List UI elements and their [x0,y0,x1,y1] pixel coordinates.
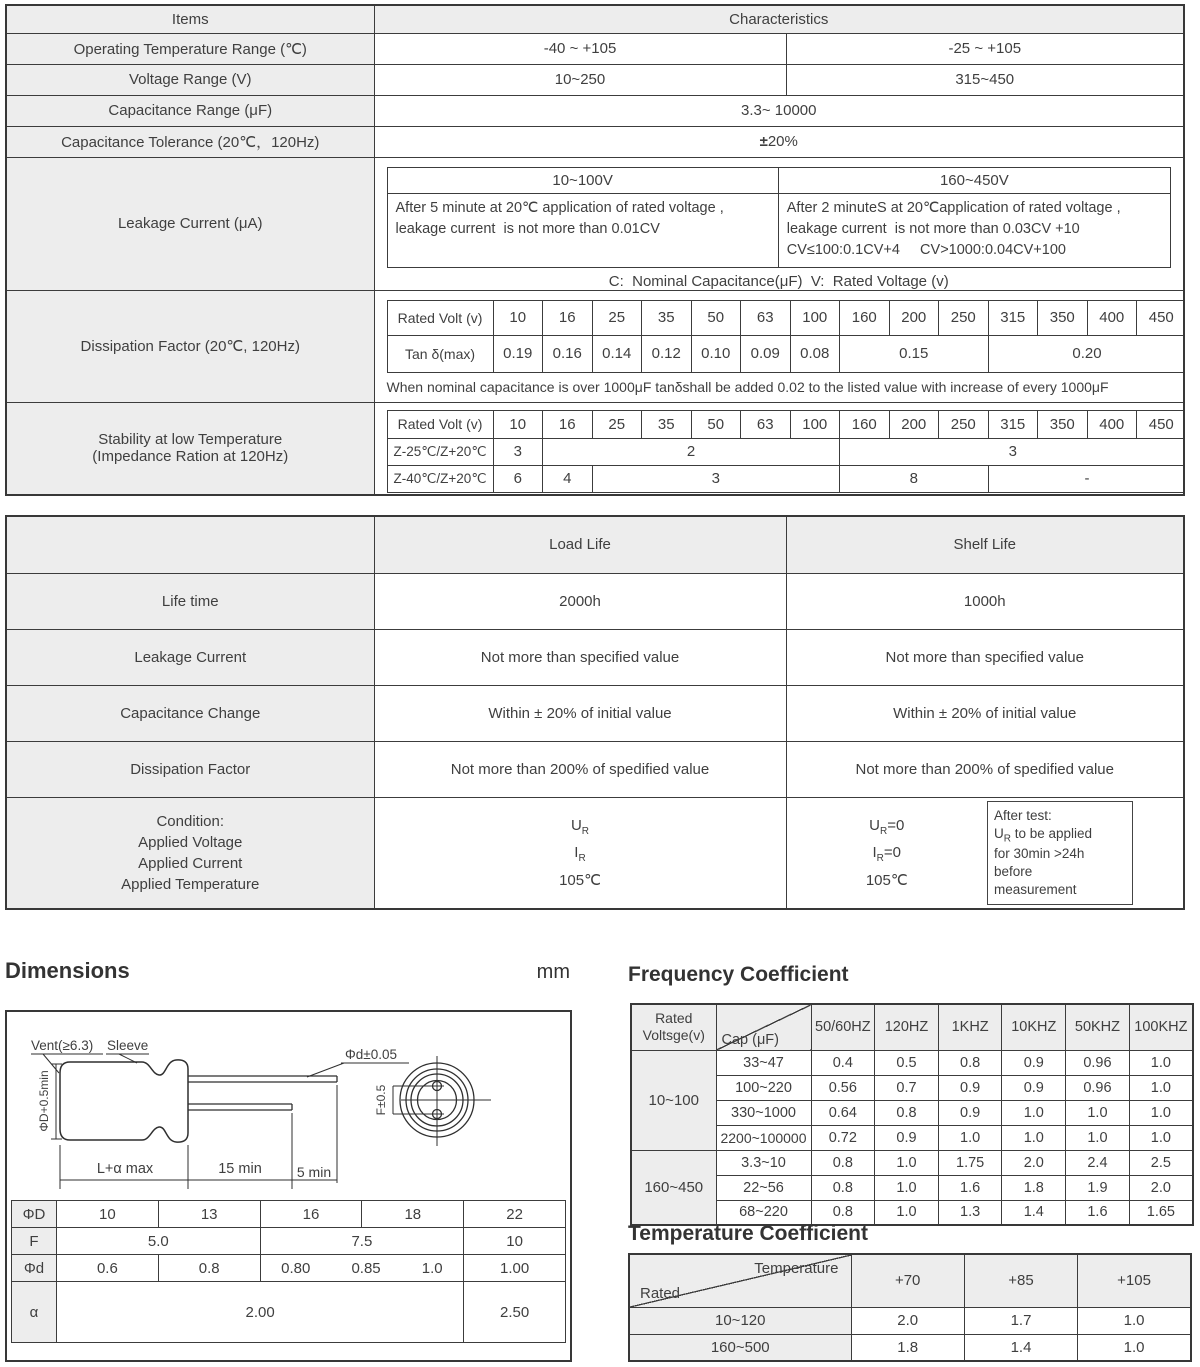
coef-cell: 1.0 [1129,1075,1193,1100]
freq-data-row [631,1100,1193,1125]
row-label: Capacitance Change [6,685,374,741]
freq-data-row [631,1050,1193,1075]
temp-coef-cell: 1.0 [1078,1307,1191,1334]
coef-cell: 1.4 [1002,1200,1066,1225]
temp-col-header: +70 [851,1254,964,1307]
temp-coef-cell: 2.0 [851,1307,964,1334]
characteristics-header: Characteristics [374,5,1184,33]
coef-cell: 0.7 [875,1075,939,1100]
voltage-range-row [6,64,1184,95]
temp-range-high: -25 ~ +105 [786,33,1184,64]
condition-shelf [786,797,1184,909]
dissipation-content [374,290,1184,402]
z-minus25-label: Z-25℃/Z+20℃ [387,438,493,465]
cap-header: Cap (μF) [716,1004,811,1050]
freq-data-row [631,1175,1193,1200]
tan-delta-row [387,335,1184,372]
leakage-current-row [6,157,1184,290]
coef-cell: 0.8 [811,1200,875,1225]
tan-cell: 0.16 [543,335,593,372]
temp-data-row [629,1334,1191,1361]
row-label: Leakage Current (μA) [6,157,374,290]
row-label: Capacitance Tolerance (20℃，120Hz) [6,126,374,157]
volt-cell: 315 [988,410,1038,438]
temp-coef-cell: 1.7 [964,1307,1077,1334]
volt-cell: 10 [493,300,543,335]
z25-cell: 3 [840,438,1185,465]
after-test-note: After test: $U_R$ to be applied for 30min >24h before measurement [987,801,1133,905]
temp-col-header: +85 [964,1254,1077,1307]
leakage-spec-box [387,167,1172,268]
coef-cell: 1.0 [1129,1050,1193,1075]
table-header-row [6,5,1184,33]
volt-cell: 160 [840,410,890,438]
volt-cell: 25 [592,410,642,438]
coef-cell: 2.5 [1129,1150,1193,1175]
pitch-cell: 7.5 [260,1228,464,1255]
volt-cell: 63 [741,300,791,335]
lead-dia-cell: 0.8 [158,1255,260,1282]
coef-cell: 0.96 [1066,1075,1130,1100]
pitch-cell: 5.0 [57,1228,261,1255]
dimensions-unit: mm [536,961,570,983]
applied-temperature-load: 105℃ [559,871,601,889]
items-header: Items [6,5,374,33]
dissipation-table [387,300,1185,373]
coef-cell: 0.9 [1002,1075,1066,1100]
volt-cell: 35 [642,410,692,438]
volt-cell: 50 [691,410,741,438]
coef-cell: 1.0 [1066,1100,1130,1125]
volt-cell: 250 [939,300,989,335]
tan-cell: 0.14 [592,335,642,372]
cap-range-cell: 68~220 [716,1200,811,1225]
shelf-life-header: Shelf Life [786,516,1184,573]
coef-cell: 1.0 [875,1175,939,1200]
volt-cell: 315 [988,300,1038,335]
capacitor-body-outline [60,1060,188,1142]
diameter-cell: 16 [260,1201,362,1228]
capacitance-range-row [6,95,1184,126]
volt-cell: 35 [642,300,692,335]
freq-data-row [631,1125,1193,1150]
voltage-range-high: 315~450 [786,64,1184,95]
leakage-load: Not more than specified value [374,629,786,685]
coef-cell: 0.8 [875,1100,939,1125]
dissipation-factor-row [6,290,1184,402]
cap-range-cell: 330~1000 [716,1100,811,1125]
cap-range-cell: 33~47 [716,1050,811,1075]
z-minus40-label: Z-40℃/Z+20℃ [387,465,493,492]
coef-cell: 1.65 [1129,1200,1193,1225]
volt-cell: 400 [1087,410,1137,438]
temp-data-row [629,1307,1191,1334]
lead-dia-cell: 0.6 [57,1255,159,1282]
row-label: Stability at low Temperature (Impedance Ration at 120Hz) [6,402,374,495]
rated-temperature-header: Temperature Rated [629,1254,851,1307]
leakage-current-content [374,157,1184,290]
freq-data-row [631,1150,1193,1175]
leakage-high-range-header: 160~450V [779,168,1170,194]
cap-range-cell: 22~56 [716,1175,811,1200]
coef-cell: 1.0 [1066,1125,1130,1150]
life-header-row [6,516,1184,573]
coef-cell: 0.9 [875,1125,939,1150]
lead-length-label: 15 min [218,1161,262,1177]
coef-cell: 1.0 [875,1200,939,1225]
pitch-row [12,1228,566,1255]
condition-label: Condition: Applied Voltage Applied Current Applied Temperature [6,797,374,909]
volt-cell: 400 [1087,300,1137,335]
pitch-cell: 10 [464,1228,566,1255]
coef-cell: 2.0 [1002,1150,1066,1175]
tan-cell: 0.09 [741,335,791,372]
leakage-current-row [6,629,1184,685]
coef-cell: 0.9 [938,1100,1002,1125]
rated-range-cell: 10~120 [629,1307,851,1334]
coef-cell: 1.0 [1129,1100,1193,1125]
dimensions-box [5,1010,572,1362]
tan-cell: 0.08 [790,335,840,372]
life-test-table [5,515,1185,910]
coef-cell: 0.9 [938,1075,1002,1100]
stability-row [6,402,1184,495]
rated-volt-label: Rated Volt (v) [387,410,493,438]
volt-cell: 350 [1038,410,1088,438]
voltage-range-low: 10~250 [374,64,786,95]
row-label: Dissipation Factor (20℃, 120Hz) [6,290,374,402]
alpha-cell: 2.00 [57,1282,464,1343]
freq-data-row [631,1075,1193,1100]
volt-cell: 50 [691,300,741,335]
capacitance-tolerance-value [374,126,1184,157]
coef-cell: 0.96 [1066,1050,1130,1075]
tan-delta-label: Tan δ(max) [387,335,493,372]
temperature-coefficient-title: Temperature Coefficient [628,1222,868,1245]
row-label: Life time [6,573,374,629]
tip-length-label: 5 min [296,1164,332,1180]
row-label: Operating Temperature Range (℃) [6,33,374,64]
tan-cell-160-250: 0.15 [840,335,989,372]
cap-range-cell: 3.3~10 [716,1150,811,1175]
coef-cell: 0.9 [1002,1050,1066,1075]
temp-coef-cell: 1.4 [964,1334,1077,1361]
temp-header-row [629,1254,1191,1307]
freq-col-header: 120HZ [875,1004,939,1050]
volt-cell: 160 [840,300,890,335]
coef-cell: 1.0 [1129,1125,1193,1150]
applied-voltage-shelf: $U_R=0$ [869,816,905,837]
life-time-row [6,573,1184,629]
coef-cell: 1.0 [1002,1125,1066,1150]
alpha-cell: 2.50 [464,1282,566,1343]
row-label: Capacitance Range (μF) [6,95,374,126]
characteristics-table [5,4,1185,496]
freq-col-header: 100KHZ [1129,1004,1193,1050]
life-time-shelf: 1000h [786,573,1184,629]
freq-col-header: 10KHZ [1002,1004,1066,1050]
coef-cell: 1.75 [938,1150,1002,1175]
z40-cell: 4 [543,465,593,492]
condition-load [374,797,786,909]
diameter-cell: 10 [57,1201,159,1228]
volt-cell: 10 [493,410,543,438]
operating-temperature-row [6,33,1184,64]
temp-col-header: +105 [1078,1254,1191,1307]
dimensions-title: Dimensions [5,958,130,983]
coef-cell: 0.64 [811,1100,875,1125]
rated-range-cell: 160~500 [629,1334,851,1361]
volt-cell: 100 [790,300,840,335]
coef-cell: 0.56 [811,1075,875,1100]
tan-cell: 0.19 [493,335,543,372]
coef-cell: 0.8 [811,1150,875,1175]
rated-voltage-header: Rated Voltsge(v) [631,1004,716,1050]
z-minus40-row [387,465,1184,492]
leakage-low-range-header: 10~100V [388,168,779,194]
top-view [393,1056,491,1146]
applied-current-load: $I_R$ [574,843,586,864]
bottom-lead [188,1104,292,1110]
z25-cell: 2 [543,438,840,465]
leakage-low-range-text: After 5 minute at 20℃ application of rated voltage , leakage current is not more than 0.01CV [388,194,779,267]
temperature-coefficient-table [628,1253,1192,1362]
frequency-coefficient-table [630,1003,1194,1226]
coef-cell: 2.4 [1066,1150,1130,1175]
temp-coef-cell: 1.0 [1078,1334,1191,1361]
temp-range-low: -40 ~ +105 [374,33,786,64]
volt-cell: 200 [889,410,939,438]
top-lead [188,1076,337,1082]
voltage-group-high: 160~450 [631,1150,716,1225]
lead-dia-cell: 1.00 [464,1255,566,1282]
df-shelf: Not more than 200% of spedified value [786,741,1184,797]
row-label: Leakage Current [6,629,374,685]
diameter-label: ΦD [12,1201,57,1228]
cap-change-shelf: Within ± 20% of initial value [786,685,1184,741]
alpha-label: α [12,1282,57,1343]
volt-cell: 450 [1137,300,1185,335]
coef-cell: 2.0 [1129,1175,1193,1200]
cap-range-cell: 2200~100000 [716,1125,811,1150]
volt-cell: 63 [741,410,791,438]
applied-voltage-load: $U_R$ [570,816,590,837]
dissipation-note: When nominal capacitance is over 1000μF tanδshall be added 0.02 to the listed value with increase of every 1000μF [386,378,1109,395]
row-label: Dissipation Factor [6,741,374,797]
applied-current-shelf: $I_R=0$ [872,843,901,864]
lead-pitch-label: F±0.5 [374,1084,388,1116]
applied-temperature-shelf: 105℃ [865,871,908,889]
volt-cell: 16 [543,410,593,438]
coef-cell: 1.9 [1066,1175,1130,1200]
tan-cell: 0.12 [642,335,692,372]
rated-volt-row [387,410,1184,438]
coef-cell: 1.3 [938,1200,1002,1225]
diameter-cell: 18 [362,1201,464,1228]
freq-col-header: 1KHZ [938,1004,1002,1050]
tan-cell: 0.10 [691,335,741,372]
rated-volt-row [387,300,1184,335]
dissipation-factor-row [6,741,1184,797]
vent-label: Vent(≥6.3) [31,1038,94,1053]
rated-volt-label: Rated Volt (v) [387,300,493,335]
dimensions-table [11,1200,566,1343]
coef-cell: 0.72 [811,1125,875,1150]
empty-corner-cell [6,516,374,573]
coef-cell: 1.6 [1066,1200,1130,1225]
body-length-label: L+α max [96,1161,154,1177]
diameter-cell: 13 [158,1201,260,1228]
leakage-shelf: Not more than specified value [786,629,1184,685]
leakage-caption: C: Nominal Capacitance(μF) V: Rated Voltage (v) [608,272,949,290]
dimensions-title-row [5,958,570,984]
volt-cell: 200 [889,300,939,335]
capacitance-change-row [6,685,1184,741]
sleeve-label: Sleeve [107,1038,149,1053]
z25-cell: 3 [493,438,543,465]
volt-cell: 16 [543,300,593,335]
coef-cell: 0.8 [811,1175,875,1200]
capacitor-dimension-drawing [7,1012,570,1198]
condition-row [6,797,1184,909]
body-diameter-label: ΦD+0.5min [37,1070,51,1132]
diameter-row [12,1201,566,1228]
frequency-coefficient-title: Frequency Coefficient [628,963,849,986]
lead-diameter-label: Φd±0.05 [345,1047,397,1062]
coef-cell: 1.0 [938,1125,1002,1150]
coef-cell: 0.4 [811,1050,875,1075]
volt-cell: 350 [1038,300,1088,335]
df-load: Not more than 200% of spedified value [374,741,786,797]
coef-cell: 1.0 [1002,1100,1066,1125]
z40-cell: 8 [840,465,989,492]
z40-cell: 3 [592,465,840,492]
diameter-cell: 22 [464,1201,566,1228]
voltage-group-low: 10~100 [631,1050,716,1150]
tolerance-percent: 20% [767,133,798,150]
cap-range-cell: 100~220 [716,1075,811,1100]
freq-col-header: 50KHZ [1066,1004,1130,1050]
coef-cell: 1.8 [1002,1175,1066,1200]
freq-header-row [631,1004,1193,1050]
coef-cell: 1.0 [875,1150,939,1175]
alpha-row [12,1282,566,1343]
leakage-high-range-text: After 2 minuteS at 20℃application of rated voltage , leakage current is not more than 0.03CV +10 CV≤100:0.1CV+4 CV>1000:0.04CV+100 [786,199,1121,258]
stability-content [374,402,1184,495]
lead-dia-row [12,1255,566,1282]
stability-table [387,410,1185,493]
volt-cell: 450 [1137,410,1185,438]
plus-minus-sign: ± [759,133,768,150]
volt-cell: 25 [592,300,642,335]
volt-cell: 250 [939,410,989,438]
capacitance-range-value: 3.3~ 10000 [374,95,1184,126]
volt-cell: 100 [790,410,840,438]
z40-cell: - [988,465,1184,492]
capacitance-tolerance-row [6,126,1184,157]
load-life-header: Load Life [374,516,786,573]
tan-cell-315-450: 0.20 [988,335,1184,372]
z-minus25-row [387,438,1184,465]
cap-change-load: Within ± 20% of initial value [374,685,786,741]
z40-cell: 6 [493,465,543,492]
lead-dia-label: Φd [12,1255,57,1282]
pitch-label: F [12,1228,57,1255]
coef-cell: 0.8 [938,1050,1002,1075]
coef-cell: 1.6 [938,1175,1002,1200]
life-time-load: 2000h [374,573,786,629]
coef-cell: 0.5 [875,1050,939,1075]
lead-dia-cell-merged: 0.80 0.85 1.0 [260,1255,464,1282]
freq-col-header: 50/60HZ [811,1004,875,1050]
temp-coef-cell: 1.8 [851,1334,964,1361]
row-label: Voltage Range (V) [6,64,374,95]
